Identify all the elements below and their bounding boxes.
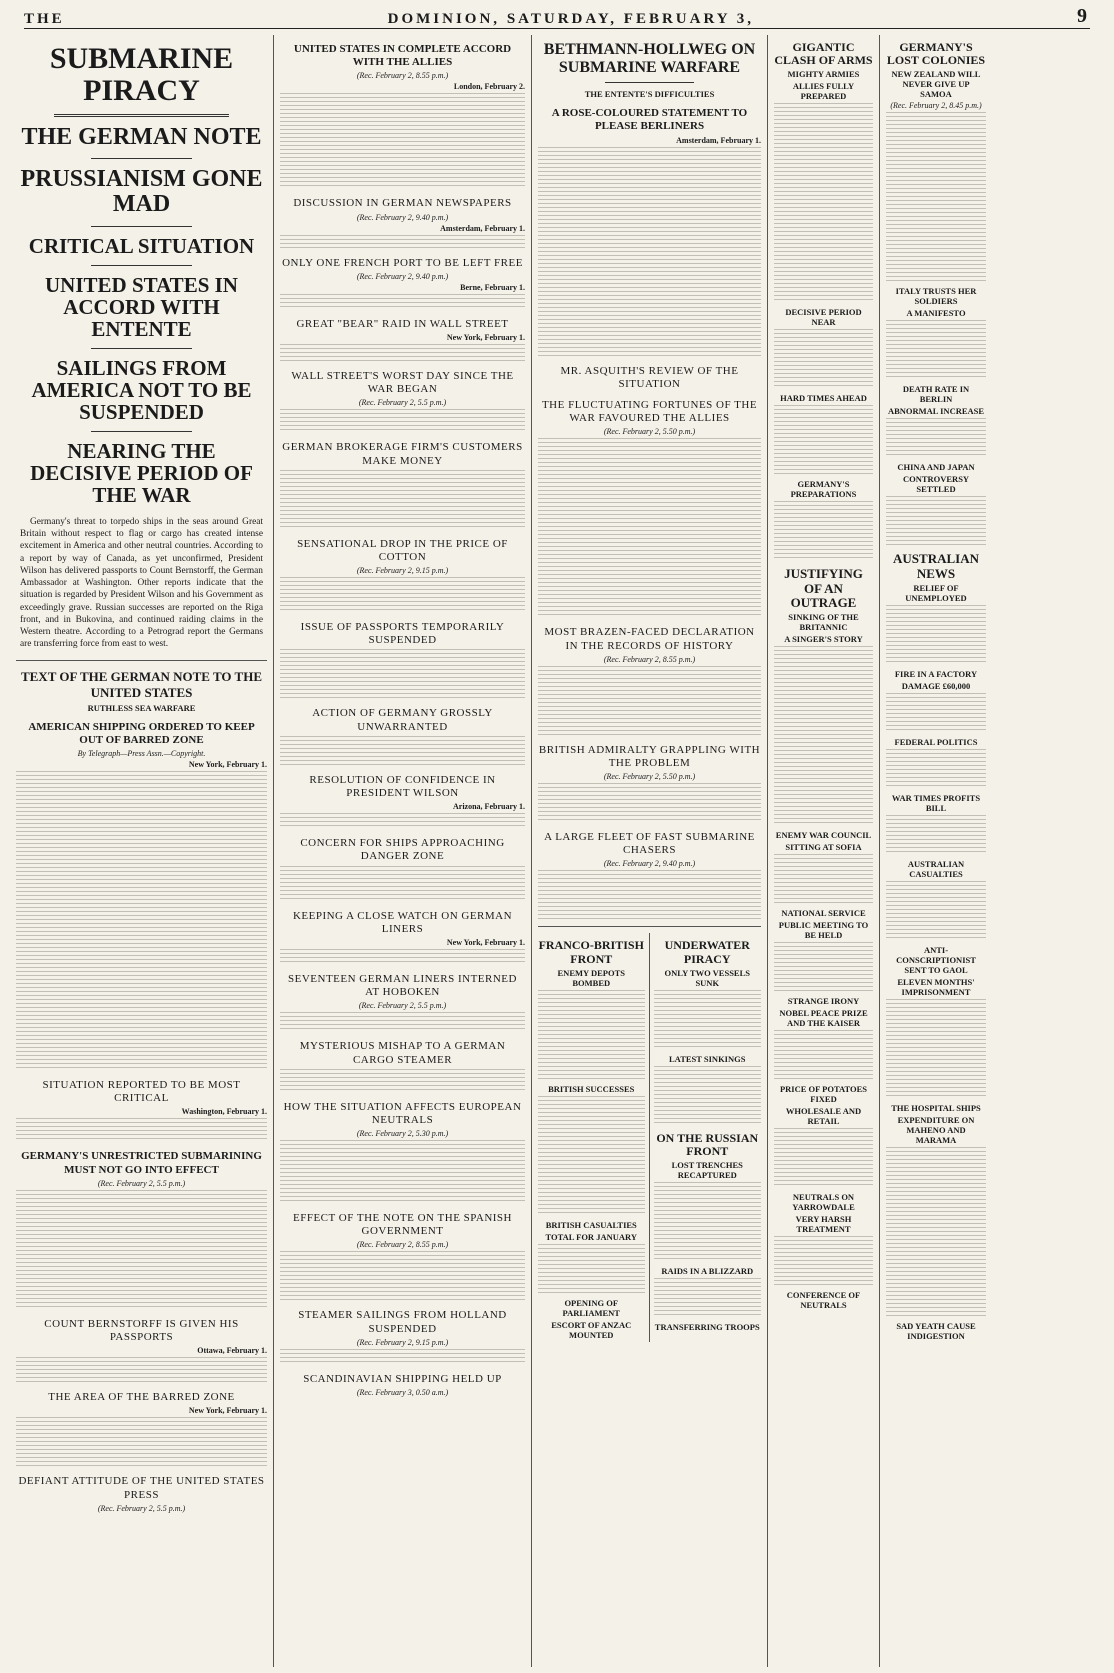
section-defiant: DEFIANT ATTITUDE OF THE UNITED STATES PRESS (18, 1475, 265, 1501)
article-body (886, 881, 986, 941)
subhead-unemployed: RELIEF OF UNEMPLOYED (905, 582, 967, 603)
received: (Rec. February 2, 5.50 p.m.) (603, 772, 696, 782)
column-3-split (538, 933, 761, 1341)
received: (Rec. February 2, 9.15 p.m.) (356, 566, 449, 576)
headline-australian-news: AUSTRALIAN NEWS (893, 551, 979, 581)
page-number: 9 (1077, 5, 1090, 27)
subhead-anti-conscription: ANTI-CONSCRIPTIONIST SENT TO GAOL (896, 944, 976, 975)
column-1 (10, 35, 274, 1667)
column-2 (274, 35, 532, 1667)
divider (91, 226, 191, 227)
headline-lost-colonies: GERMANY'S LOST COLONIES (886, 40, 986, 68)
article-body (280, 1251, 525, 1301)
lede-paragraph: Germany's threat to torpedo ships in the seas around Great Britain without respect to flag or cargo has created intense excitement in America and other neutral countries. According to a report by way of Canada, as yet unconfirmed, President Wilson has delivered passports to Count Bernstorff, the German Ambassador at Washington. Other reports indicate that the situation is regarded by President Wilson and his Government as exceedingly grave. Russian successes are reported on the Riga front, and in Bukovina, and continued raiding claims in the Western theatre. According to a Petrograd report the Germans are transferring force from east to west. (20, 517, 263, 650)
article-body (280, 577, 525, 613)
article-body (886, 749, 986, 789)
section-spanish: EFFECT OF THE NOTE ON THE SPANISH GOVERNMENT (292, 1212, 512, 1238)
headline-sailings: SAILINGS FROM AMERICA NOT TO BE SUSPENDED (31, 355, 252, 424)
received: (Rec. February 2, 9.40 p.m.) (603, 859, 696, 869)
subhead-germany-preparations: GERMANY'S PREPARATIONS (790, 479, 857, 500)
subhead-anzac: ESCORT OF ANZAC MOUNTED (551, 1319, 632, 1340)
headline-franco-british: FRANCO-BRITISH FRONT (538, 938, 644, 966)
article-body (280, 344, 525, 362)
article-body (886, 815, 986, 855)
received: (Rec. February 2, 9.15 p.m.) (356, 1337, 449, 1347)
article-body (280, 235, 525, 249)
columns (10, 35, 1104, 1667)
dateline: New York, February 1. (188, 1406, 267, 1416)
dateline: London, February 2. (453, 82, 525, 92)
section-bernstorff: COUNT BERNSTORFF IS GIVEN HIS PASSPORTS (44, 1317, 239, 1343)
subhead-entente: THE ENTENTE'S DIFFICULTIES (584, 89, 715, 100)
section-holland: STEAMER SAILINGS FROM HOLLAND SUSPENDED (298, 1309, 507, 1335)
article-body (774, 501, 873, 561)
article-body (886, 320, 986, 380)
subhead-blizzard: RAIDS IN A BLIZZARD (661, 1266, 754, 1277)
headline-russian-front: ON THE RUSSIAN FRONT (656, 1130, 759, 1158)
headline-us-accord: UNITED STATES IN ACCORD WITH ENTENTE (45, 272, 238, 341)
subhead-controversy: CONTROVERSY SETTLED (902, 474, 970, 495)
subhead-hospital-ships: THE HOSPITAL SHIPS (891, 1102, 981, 1113)
received: (Rec. February 2, 9.40 p.m.) (356, 271, 449, 281)
subhead-decisive-near: DECISIVE PERIOD NEAR (785, 307, 862, 328)
divider (91, 431, 191, 432)
section-barred-zone: THE AREA OF THE BARRED ZONE (48, 1391, 235, 1404)
subhead-samoa: NEW ZEALAND WILL NEVER GIVE UP SAMOA (891, 69, 981, 100)
article-body (16, 1417, 267, 1467)
article-body (654, 1182, 762, 1262)
article-body (886, 605, 986, 665)
article-body (280, 1069, 525, 1093)
article-body (280, 1349, 525, 1365)
article-body (280, 1012, 525, 1032)
subhead-sofia: SITTING AT SOFIA (785, 842, 862, 853)
section-complete-accord: UNITED STATES IN COMPLETE ACCORD WITH THE ALLIES (293, 43, 512, 69)
subhead-yarrowdale: NEUTRALS ON YARROWDALE (792, 1192, 855, 1213)
subhead-expenditure: EXPENDITURE ON MAHENO AND MARAMA (897, 1114, 975, 1145)
article-body (886, 693, 986, 733)
article-body (538, 1244, 645, 1294)
subhead-death-rate: DEATH RATE IN BERLIN (902, 384, 970, 405)
dateline: Berne, February 1. (460, 282, 525, 292)
section-close-watch: KEEPING A CLOSE WATCH ON GERMAN LINERS (292, 909, 513, 935)
article-body (886, 1147, 986, 1317)
divider (54, 114, 230, 117)
received: (Rec. February 2, 5.5 p.m.) (358, 398, 447, 408)
section-brokerage: GERMAN BROKERAGE FIRM'S CUSTOMERS MAKE MONEY (282, 441, 523, 467)
article-body (886, 112, 986, 282)
article-body (538, 147, 761, 357)
headline-submarine-piracy: SUBMARINE PIRACY (49, 42, 234, 107)
article-body (280, 949, 525, 965)
subhead-lost-trenches: LOST TRENCHES RECAPTURED (671, 1160, 743, 1181)
subhead-war-profits: WAR TIMES PROFITS BILL (891, 792, 981, 813)
subhead-eleven-months: ELEVEN MONTHS' IMPRISONMENT (897, 976, 975, 997)
divider (605, 82, 694, 83)
subhead-war-council: ENEMY WAR COUNCIL (775, 830, 872, 841)
section-rose-coloured: A ROSE-COLOURED STATEMENT TO PLEASE BERLINERS (551, 107, 748, 133)
article-body (774, 1128, 873, 1188)
received: (Rec. February 2, 5.50 p.m.) (603, 427, 696, 437)
subhead-two-vessels: ONLY TWO VESSELS SUNK (664, 967, 750, 988)
section-bear-raid: GREAT "BEAR" RAID IN WALL STREET (296, 317, 509, 330)
article-body (16, 1357, 267, 1383)
masthead-date (65, 11, 1077, 28)
subhead-casualties: BRITISH CASUALTIES (545, 1219, 637, 1230)
subhead-ruthless: RUTHLESS SEA WARFARE (87, 702, 196, 713)
dateline: New York, February 1. (446, 332, 525, 342)
article-body (774, 103, 873, 303)
subhead-ad: SAD YEATH CAUSE INDIGESTION (896, 1320, 976, 1341)
column-5 (880, 35, 992, 1667)
subhead-total-january: TOTAL FOR JANUARY (545, 1231, 637, 1242)
subhead-britannic: SINKING OF THE BRITANNIC (788, 612, 859, 633)
headline-gigantic-clash: GIGANTIC CLASH OF ARMS (774, 40, 873, 68)
received: (Rec. February 2, 9.40 p.m.) (356, 212, 449, 222)
section-chasers: A LARGE FLEET OF FAST SUBMARINE CHASERS (544, 831, 755, 857)
section-european-neutrals: HOW THE SITUATION AFFECTS EUROPEAN NEUTRALS (283, 1100, 522, 1126)
article-body (538, 783, 761, 823)
received: (Rec. February 2, 8.45 p.m.) (890, 101, 982, 111)
section-unrestricted: GERMANY'S UNRESTRICTED SUBMARINING MUST NOT GO INTO EFFECT (21, 1150, 262, 1176)
received: (Rec. February 2, 5.30 p.m.) (356, 1129, 449, 1139)
headline-critical-situation: CRITICAL SITUATION (28, 233, 255, 258)
divider (91, 348, 191, 349)
article-body (280, 649, 525, 699)
article-body (280, 409, 525, 433)
received: (Rec. February 2, 8.55 p.m.) (356, 1240, 449, 1250)
subhead-potatoes: PRICE OF POTATOES FIXED (779, 1084, 868, 1105)
dateline: Ottawa, February 1. (197, 1346, 267, 1356)
underwater-block (650, 933, 762, 1341)
received: (Rec. February 2, 5.5 p.m.) (97, 1178, 186, 1188)
received: (Rec. February 2, 8.55 p.m.) (356, 71, 449, 81)
byline: By Telegraph—Press Assn.—Copyright. (77, 749, 206, 758)
subhead-abnormal: ABNORMAL INCREASE (887, 406, 985, 417)
article-body (280, 1140, 525, 1204)
column-3 (532, 35, 768, 1667)
section-passports: ISSUE OF PASSPORTS TEMPORARILY SUSPENDED (300, 621, 505, 647)
subhead-harsh: VERY HARSH TREATMENT (795, 1214, 852, 1235)
section-scandinavian: SCANDINAVIAN SHIPPING HELD UP (303, 1372, 502, 1385)
article-body (774, 329, 873, 389)
subhead-latest-sinkings: LATEST SINKINGS (669, 1053, 746, 1064)
subhead-public-meeting: PUBLIC MEETING TO BE HELD (778, 920, 869, 941)
masthead (24, 0, 1090, 29)
headline-decisive-period: NEARING THE DECISIVE PERIOD OF THE WAR (30, 438, 253, 507)
article-body (16, 1118, 267, 1142)
subhead-hard-times: HARD TIMES AHEAD (780, 393, 867, 404)
divider (16, 660, 267, 661)
subhead-italy: ITALY TRUSTS HER SOLDIERS (895, 286, 977, 307)
headline-justifying: JUSTIFYING OF AN OUTRAGE (784, 566, 863, 610)
article-body (654, 1066, 762, 1126)
subhead-strange-irony: STRANGE IRONY (787, 996, 860, 1007)
dateline: New York, February 1. (446, 937, 525, 947)
subhead-singer: A SINGER'S STORY (784, 634, 863, 645)
headline-prussianism: PRUSSIANISM GONE MAD (20, 166, 263, 218)
article-body (280, 813, 525, 829)
received: (Rec. February 2, 5.5 p.m.) (358, 1001, 447, 1011)
section-worst-day: WALL STREET'S WORST DAY SINCE THE WAR BEGAN (291, 369, 514, 396)
received: (Rec. February 2, 5.5 p.m.) (97, 1503, 186, 1513)
article-body (774, 854, 873, 904)
subhead-nobel: NOBEL PEACE PRIZE AND THE KAISER (779, 1008, 868, 1029)
subhead-manifesto: A MANIFESTO (906, 308, 966, 319)
article-body (654, 990, 762, 1050)
section-fortunes: THE FLUCTUATING FORTUNES OF THE WAR FAVOURED THE ALLIES (541, 398, 758, 425)
divider (538, 926, 761, 927)
article-body (538, 1096, 645, 1216)
article-body (886, 999, 986, 1099)
column-4 (768, 35, 880, 1667)
divider (91, 265, 191, 266)
subhead-parliament: OPENING OF PARLIAMENT (562, 1297, 620, 1318)
subhead-mighty-armies: MIGHTY ARMIES (787, 69, 860, 80)
article-body (654, 1278, 762, 1318)
subhead-conference: CONFERENCE OF NEUTRALS (786, 1290, 861, 1311)
article-body (774, 646, 873, 826)
subhead-damage: DAMAGE £60,000 (901, 680, 971, 691)
received: (Rec. February 2, 8.55 p.m.) (603, 654, 696, 664)
section-cotton: SENSATIONAL DROP IN THE PRICE OF COTTON (297, 537, 508, 563)
article-body (774, 405, 873, 475)
section-cargo-steamer: MYSTERIOUS MISHAP TO A GERMAN CARGO STEAMER (299, 1040, 506, 1066)
subhead-national-service: NATIONAL SERVICE (781, 908, 866, 919)
article-body (774, 942, 873, 992)
section-brazen: MOST BRAZEN-FACED DECLARATION IN THE RECORDS OF HISTORY (544, 626, 755, 652)
subhead-federal: FEDERAL POLITICS (894, 736, 978, 747)
headline-bethmann: BETHMANN-HOLLWEG ON SUBMARINE WARFARE (543, 41, 756, 76)
dateline: Arizona, February 1. (453, 802, 525, 812)
article-body (280, 736, 525, 766)
section-american-shipping: AMERICAN SHIPPING ORDERED TO KEEP OUT OF BARRED ZONE (28, 720, 255, 746)
dateline: Amsterdam, February 1. (676, 135, 761, 145)
subhead-depots: ENEMY DEPOTS BOMBED (557, 967, 625, 988)
article-body (538, 990, 645, 1080)
article-body (280, 294, 525, 310)
masthead-date-text: SATURDAY, FEBRUARY 3, (506, 11, 755, 27)
section-most-critical: SITUATION REPORTED TO BE MOST CRITICAL (42, 1079, 241, 1105)
article-body (280, 866, 525, 902)
section-hoboken: SEVENTEEN GERMAN LINERS INTERNED AT HOBOKEN (288, 972, 517, 999)
subhead-china-japan: CHINA AND JAPAN (897, 462, 975, 473)
article-body (774, 1236, 873, 1286)
section-german-newspapers: DISCUSSION IN GERMAN NEWSPAPERS (293, 197, 512, 210)
article-body (16, 771, 267, 1071)
headline-underwater: UNDERWATER PIRACY (664, 938, 750, 966)
subhead-wholesale: WHOLESALE AND RETAIL (785, 1106, 862, 1127)
article-body (280, 470, 525, 530)
article-body (538, 438, 761, 618)
section-danger-zone: CONCERN FOR SHIPS APPROACHING DANGER ZONE (300, 837, 505, 863)
article-body (538, 870, 761, 920)
subhead-transferring: TRANSFERRING TROOPS (654, 1322, 760, 1333)
section-resolution: RESOLUTION OF CONFIDENCE IN PRESIDENT WILSON (309, 773, 496, 799)
article-body (538, 666, 761, 736)
subhead-aus-casualties: AUSTRALIAN CASUALTIES (907, 858, 965, 879)
subhead-allies-prepared: ALLIES FULLY PREPARED (792, 81, 855, 102)
masthead-paper: DOMINION, (387, 11, 501, 27)
dateline: Amsterdam, February 1. (440, 223, 525, 233)
section-text-of-note: TEXT OF THE GERMAN NOTE TO THE UNITED STATES (20, 669, 263, 701)
section-french-port: ONLY ONE FRENCH PORT TO BE LEFT FREE (282, 256, 523, 269)
dateline: New York, February 1. (188, 760, 267, 769)
section-unwarranted: ACTION OF GERMANY GROSSLY UNWARRANTED (312, 707, 493, 733)
divider (91, 158, 191, 159)
received: (Rec. February 3, 0.50 a.m.) (356, 1388, 449, 1397)
section-asquith: MR. ASQUITH'S REVIEW OF THE SITUATION (560, 364, 739, 390)
article-body (16, 1190, 267, 1310)
article-body (886, 418, 986, 458)
section-admiralty: BRITISH ADMIRALTY GRAPPLING WITH THE PROBLEM (538, 743, 761, 769)
article-body (774, 1030, 873, 1080)
subhead-british-successes: BRITISH SUCCESSES (548, 1083, 635, 1094)
franco-british-block (538, 933, 650, 1341)
article-body (886, 496, 986, 546)
subhead-fire: FIRE IN A FACTORY (894, 668, 978, 679)
article-body (280, 93, 525, 189)
headline-german-note: THE GERMAN NOTE (21, 124, 262, 150)
dateline: Washington, February 1. (181, 1107, 267, 1117)
masthead-the: THE (24, 11, 65, 27)
